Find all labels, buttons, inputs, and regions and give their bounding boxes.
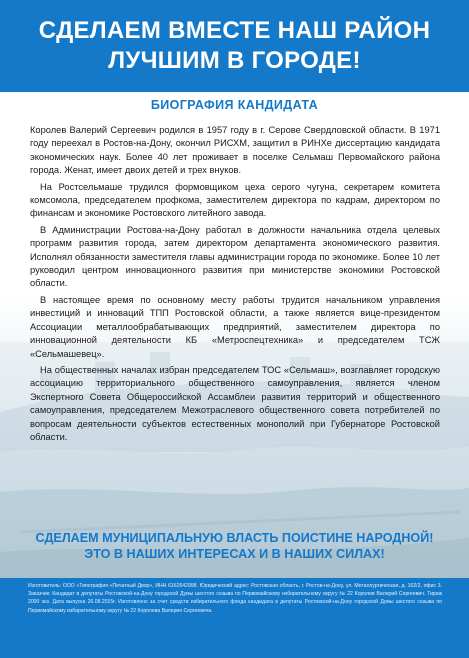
headline-line-2: ЛУЧШИМ В ГОРОДЕ! — [108, 47, 361, 74]
slogan — [0, 530, 469, 562]
bio-paragraph-4: В настоящее время по основному месту работы трудится начальником управления инвестиций и инноваций ТПП Ростовской области, а также является вице-президентом Ассоциации металлообрабатывающих предприятий, заместителем директора по инновационной деятельности КБ «Метроспецтехника» и председателем ТСЖ «Сельмашевец». — [30, 294, 440, 359]
imprint-text: Изготовитель: ООО «Типография «Печатный Двор», ИНН 6162642998. Юридический адрес: Ростовская область, г. Ростов-на-Дону, ул. Металлургическая, д. 102/2, офис 3. Заказчик: Кандидат в депутаты Ростовской-на-Дону городской Думы шестого созыва по Первомайскому избирательному округу № 22 Королев Валерий Сергеевич. Тираж 2000 экз. Дата выпуска 26.08.2015г. Изготовлено за счет средств избирательного фонда кандидата в депутаты Ростовской-на-Дону городской Думы шестого созыва по Первомайскому избирательному округу № 22 Королева Валерия Сергеевича. — [28, 583, 442, 614]
bio-paragraph-5: На общественных началах избран председателем ТОС «Сельмаш», возглавляет городскую ассоциацию территориального общественного самоуправления, является членом Экспертного Совета Общероссийской Ассамблеи развития территорий и общественного самоуправления, председателем Межотраслевого общественного совета потребителей по вопросам деятельности субъектов естественных монополий при Губернаторе Ростовской области. — [30, 364, 440, 442]
bio-paragraph-3: В Администрации Ростова-на-Дону работал в должности начальника отдела целевых программ развития города, затем директором департамента экономического развития. Исполнял обязанности заместителя главы администрации города по экономике. Более 10 лет руководил центром инновационного развития при министерстве экономики Ростовской области. — [30, 224, 440, 289]
section-title: БИОГРАФИЯ КАНДИДАТА — [150, 98, 319, 112]
bio-paragraph-2: На Ростсельмаше трудился формовщиком цеха серого чугуна, секретарем комитета комсомола, председателем профкома, заместителем директора по кадрам, директором по финансам и экономике Ростовского литейного завода. — [30, 181, 440, 219]
biography-text — [30, 124, 440, 447]
bio-paragraph-1: Королев Валерий Сергеевич родился в 1957 году в г. Серове Свердловской области. В 1971 году переехал в Ростов-на-Дону, окончил РИСХМ, защитил в РИНХе диссертацию кандидата экономических наук. Более 40 лет проживает в поселке Сельмаш Первомайского района города. Женат, имеет двоих детей и трех внуков. — [30, 125, 440, 176]
headline-line-1: СДЕЛАЕМ ВМЕСТЕ НАШ РАЙОН — [38, 17, 431, 44]
slogan-line-1: СДЕЛАЕМ МУНИЦИПАЛЬНУЮ ВЛАСТЬ ПОИСТИНЕ НАРОДНОЙ! — [35, 531, 434, 545]
header-banner — [0, 0, 469, 92]
slogan-line-2: ЭТО В НАШИХ ИНТЕРЕСАХ И В НАШИХ СИЛАХ! — [84, 547, 385, 561]
footer-banner — [0, 578, 469, 658]
